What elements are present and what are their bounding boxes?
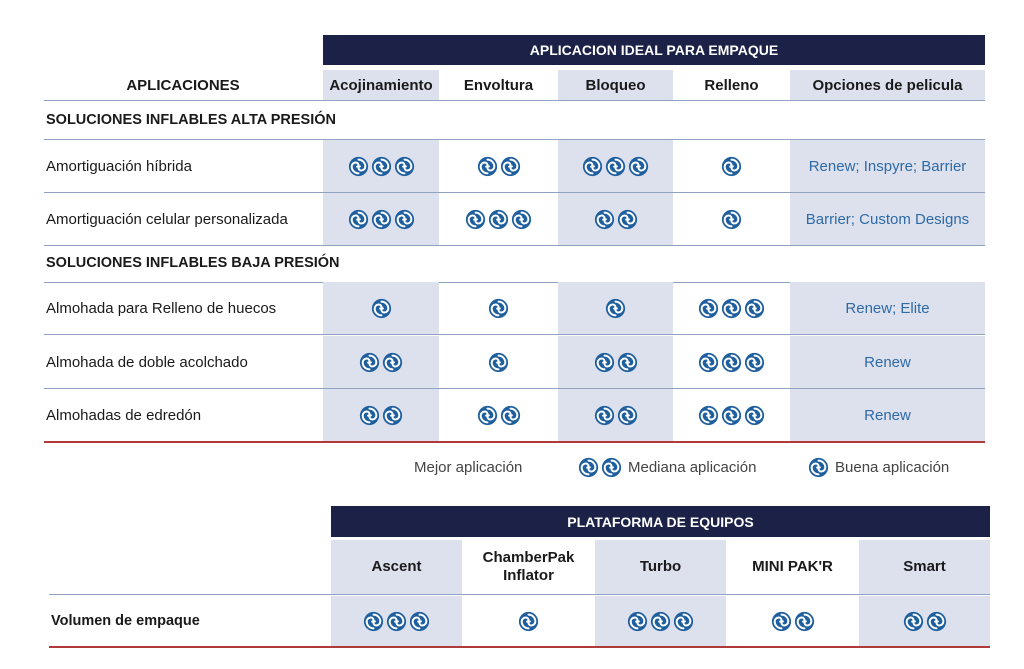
rating-icons — [698, 298, 765, 319]
swirl-icon — [382, 352, 403, 373]
rating-cell — [558, 193, 673, 245]
swirl-icon — [394, 156, 415, 177]
swirl-icon — [903, 611, 924, 632]
group-header: APLICACION IDEAL PARA EMPAQUE — [323, 35, 985, 65]
swirl-icon — [617, 352, 638, 373]
rating-icons — [359, 352, 403, 373]
swirl-icon — [721, 298, 742, 319]
row-rule — [44, 441, 985, 443]
swirl-icon — [386, 611, 407, 632]
column-header: Bloqueo — [558, 70, 673, 100]
rating-icons — [721, 156, 742, 177]
rating-cell — [674, 282, 789, 334]
rating-icons — [363, 611, 430, 632]
rating-icons — [465, 209, 532, 230]
column-header-label: ChamberPak Inflator — [482, 549, 575, 584]
column-header — [859, 540, 990, 594]
rating-cell — [440, 336, 557, 388]
swirl-icon — [617, 405, 638, 426]
rating-cell — [440, 282, 557, 334]
swirl-icon — [518, 611, 539, 632]
column-header-label: Turbo — [639, 558, 682, 575]
applications-header: APLICACIONES — [126, 76, 240, 94]
row-label: Almohada para Relleno de huecos — [46, 299, 277, 317]
row-rule — [44, 334, 985, 335]
swirl-icon — [578, 457, 599, 478]
film-options: Renew; Elite — [790, 282, 985, 334]
rating-icons — [721, 209, 742, 230]
row-rule — [49, 646, 990, 648]
swirl-icon — [698, 298, 719, 319]
rating-icons — [698, 405, 765, 426]
swirl-icon — [371, 156, 392, 177]
swirl-icon — [359, 352, 380, 373]
swirl-icon — [371, 209, 392, 230]
swirl-icon — [348, 209, 369, 230]
swirl-icon — [594, 352, 615, 373]
swirl-icon — [594, 405, 615, 426]
header-rule — [44, 100, 985, 101]
rating-cell — [674, 336, 789, 388]
swirl-icon — [601, 457, 622, 478]
legend-best — [414, 455, 522, 479]
section-title: SOLUCIONES INFLABLES BAJA PRESIÓN — [46, 255, 340, 271]
swirl-icon — [673, 611, 694, 632]
swirl-icon — [605, 298, 626, 319]
column-header-label: Ascent — [371, 558, 422, 575]
swirl-icon — [721, 156, 742, 177]
row-label: Almohadas de edredón — [46, 406, 202, 424]
rating-icons — [488, 298, 509, 319]
film-options: Barrier; Custom Designs — [790, 193, 985, 245]
rating-cell — [463, 596, 594, 646]
rating-icons — [477, 156, 521, 177]
rating-cell — [331, 596, 462, 646]
column-header: Opciones de pelicula — [790, 70, 985, 100]
swirl-icon — [348, 156, 369, 177]
rating-icons — [594, 209, 638, 230]
legend-best-label: Mejor aplicación — [414, 458, 523, 476]
rating-icons — [594, 405, 638, 426]
swirl-icon — [605, 156, 626, 177]
rating-cell — [558, 282, 673, 334]
row-label: Amortiguación celular personalizada — [46, 210, 288, 228]
legend-medium — [578, 455, 756, 479]
swirl-icon — [617, 209, 638, 230]
swirl-icon — [477, 405, 498, 426]
swirl-icon — [698, 405, 719, 426]
legend-good — [808, 455, 949, 479]
row-label: Almohada de doble acolchado — [46, 353, 248, 371]
swirl-icon — [465, 209, 486, 230]
rating-cell — [323, 140, 439, 192]
swirl-icon — [721, 352, 742, 373]
swirl-icon — [794, 611, 815, 632]
swirl-icon — [500, 405, 521, 426]
swirl-icon — [650, 611, 671, 632]
swirl-icon — [594, 209, 615, 230]
column-header — [595, 540, 726, 594]
swirl-icon — [771, 611, 792, 632]
rating-cell — [323, 193, 439, 245]
rating-cell — [323, 282, 439, 334]
rating-cell — [440, 389, 557, 441]
rating-icons — [594, 352, 638, 373]
column-header-label: Smart — [903, 558, 946, 575]
swirl-icon — [359, 405, 380, 426]
swirl-icon — [511, 209, 532, 230]
rating-cell — [674, 193, 789, 245]
swirl-icon — [744, 352, 765, 373]
rating-icons — [627, 611, 694, 632]
rating-cell — [558, 389, 673, 441]
swirl-icon — [582, 156, 603, 177]
rating-icons — [903, 611, 947, 632]
film-options: Renew; Inspyre; Barrier — [790, 140, 985, 192]
rating-icons — [605, 298, 626, 319]
swirl-icon — [744, 298, 765, 319]
rating-cell — [440, 193, 557, 245]
legend-good-label: Buena aplicación — [835, 458, 950, 476]
swirl-icon — [744, 405, 765, 426]
rating-cell — [323, 389, 439, 441]
swirl-icon — [394, 209, 415, 230]
rating-icons — [371, 298, 392, 319]
column-header — [331, 540, 462, 594]
legend-medium-icons — [578, 457, 622, 478]
rating-cell — [595, 596, 726, 646]
swirl-icon — [382, 405, 403, 426]
legend-medium-label: Mediana aplicación — [628, 458, 757, 476]
film-options: Renew — [790, 336, 985, 388]
column-header: Envoltura — [463, 76, 534, 94]
swirl-icon — [371, 298, 392, 319]
column-header — [463, 540, 594, 594]
rating-icons — [348, 209, 415, 230]
rating-cell — [727, 596, 858, 646]
rating-cell — [558, 140, 673, 192]
swirl-icon — [698, 352, 719, 373]
column-header — [727, 540, 858, 594]
swirl-icon — [721, 405, 742, 426]
swirl-icon — [488, 298, 509, 319]
rating-icons — [518, 611, 539, 632]
rating-icons — [698, 352, 765, 373]
rating-cell — [558, 336, 673, 388]
row-label: Volumen de empaque — [51, 613, 200, 629]
rating-icons — [359, 405, 403, 426]
rating-cell — [859, 596, 990, 646]
section-title: SOLUCIONES INFLABLES ALTA PRESIÓN — [46, 112, 337, 128]
rating-icons — [771, 611, 815, 632]
swirl-icon — [409, 611, 430, 632]
rating-cell — [674, 140, 789, 192]
rating-icons — [488, 352, 509, 373]
swirl-icon — [500, 156, 521, 177]
swirl-icon — [488, 352, 509, 373]
rating-icons — [477, 405, 521, 426]
column-header: Acojinamiento — [323, 70, 439, 100]
column-header: Relleno — [704, 76, 759, 94]
legend-good-icons — [808, 457, 829, 478]
swirl-icon — [926, 611, 947, 632]
swirl-icon — [488, 209, 509, 230]
film-options: Renew — [790, 389, 985, 441]
row-label: Amortiguación híbrida — [46, 157, 192, 175]
swirl-icon — [808, 457, 829, 478]
rating-icons — [348, 156, 415, 177]
column-header-label: MINI PAK'R — [752, 558, 833, 575]
rating-cell — [674, 389, 789, 441]
swirl-icon — [363, 611, 384, 632]
group-header: PLATAFORMA DE EQUIPOS — [331, 506, 990, 537]
header-rule — [49, 594, 990, 595]
rating-cell — [323, 336, 439, 388]
swirl-icon — [477, 156, 498, 177]
swirl-icon — [627, 611, 648, 632]
rating-cell — [440, 140, 557, 192]
swirl-icon — [628, 156, 649, 177]
rating-icons — [582, 156, 649, 177]
swirl-icon — [721, 209, 742, 230]
